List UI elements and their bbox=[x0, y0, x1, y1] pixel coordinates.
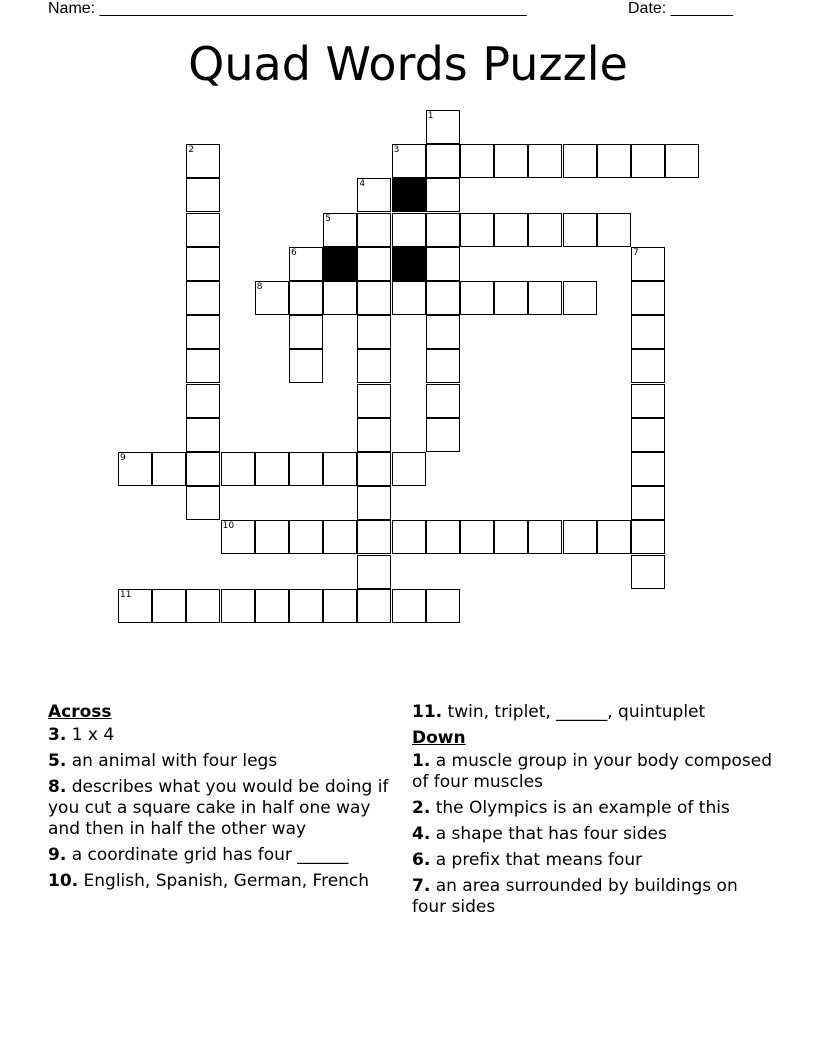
grid-cell[interactable] bbox=[289, 247, 323, 281]
down-clue bbox=[412, 798, 772, 819]
grid-cell[interactable] bbox=[255, 520, 289, 554]
grid-cell[interactable] bbox=[597, 520, 631, 554]
grid-cell[interactable] bbox=[186, 418, 220, 452]
grid-cell[interactable] bbox=[631, 144, 665, 178]
grid-cell[interactable] bbox=[665, 144, 699, 178]
clues-right-column bbox=[412, 702, 772, 923]
grid-cell[interactable] bbox=[357, 281, 391, 315]
grid-cell[interactable] bbox=[186, 247, 220, 281]
grid-cell[interactable] bbox=[357, 555, 391, 589]
grid-cell[interactable] bbox=[426, 213, 460, 247]
grid-cell[interactable] bbox=[152, 452, 186, 486]
grid-cell[interactable] bbox=[357, 315, 391, 349]
grid-cell[interactable] bbox=[357, 452, 391, 486]
grid-cell[interactable] bbox=[392, 144, 426, 178]
grid-cell[interactable] bbox=[426, 144, 460, 178]
clue-text: the Olympics is an example of this bbox=[435, 798, 730, 818]
grid-cell[interactable] bbox=[528, 520, 562, 554]
across-clue bbox=[48, 725, 400, 746]
cell-number: 3 bbox=[393, 145, 400, 156]
clue-number: 9. bbox=[48, 845, 67, 865]
down-clue bbox=[412, 751, 772, 793]
grid-cell[interactable] bbox=[323, 520, 357, 554]
cell-number: 6 bbox=[291, 247, 297, 258]
grid-cell[interactable] bbox=[597, 144, 631, 178]
cell-number: 4 bbox=[359, 179, 366, 190]
grid-cell[interactable] bbox=[460, 213, 494, 247]
cell-number: 9 bbox=[120, 453, 126, 463]
grid-cell[interactable] bbox=[426, 110, 460, 144]
clue-text: English, Spanish, German, French bbox=[83, 871, 370, 891]
grid-cell[interactable] bbox=[289, 281, 323, 315]
grid-cell[interactable] bbox=[255, 281, 289, 315]
clue-text: a muscle group in your body composed of four muscles bbox=[412, 751, 773, 792]
grid-cell[interactable] bbox=[323, 589, 357, 623]
cell-number: 1 bbox=[427, 111, 434, 121]
down-clue bbox=[412, 850, 772, 871]
grid-cell[interactable] bbox=[186, 315, 220, 349]
across-clue bbox=[412, 702, 772, 723]
black-cell bbox=[392, 247, 426, 281]
grid-cell[interactable] bbox=[631, 520, 665, 554]
grid-cell[interactable] bbox=[289, 349, 323, 383]
grid-cell[interactable] bbox=[392, 520, 426, 554]
grid-cell[interactable] bbox=[221, 520, 255, 554]
grid-cell[interactable] bbox=[631, 555, 665, 589]
grid-cell[interactable] bbox=[186, 486, 220, 520]
grid-cell[interactable] bbox=[563, 520, 597, 554]
clue-text: 1 x 4 bbox=[71, 725, 115, 745]
date-field-label[interactable]: Date: _______ bbox=[628, 0, 733, 17]
black-cell bbox=[392, 178, 426, 212]
clue-number: 3. bbox=[48, 725, 67, 745]
grid-cell[interactable] bbox=[357, 520, 391, 554]
clue-number: 1. bbox=[412, 751, 431, 771]
down-heading: Down bbox=[412, 728, 466, 748]
cell-number: 5 bbox=[325, 213, 331, 224]
grid-cell[interactable] bbox=[186, 349, 220, 383]
grid-cell[interactable] bbox=[392, 213, 426, 247]
grid-cell[interactable] bbox=[186, 144, 220, 178]
grid-cell[interactable] bbox=[528, 281, 562, 315]
grid-cell[interactable] bbox=[631, 486, 665, 520]
cell-number: 8 bbox=[256, 282, 263, 292]
grid-cell[interactable] bbox=[152, 589, 186, 623]
clue-text: twin, triplet, ______, quintuplet bbox=[447, 702, 706, 722]
grid-cell[interactable] bbox=[631, 247, 665, 281]
grid-cell[interactable] bbox=[528, 144, 562, 178]
grid-cell[interactable] bbox=[426, 520, 460, 554]
clue-text: an area surrounded by buildings on four sides bbox=[412, 876, 738, 917]
grid-cell[interactable] bbox=[357, 486, 391, 520]
grid-cell[interactable] bbox=[460, 520, 494, 554]
grid-cell[interactable] bbox=[221, 589, 255, 623]
cell-number: 7 bbox=[633, 247, 639, 258]
down-clue bbox=[412, 876, 772, 918]
grid-cell[interactable] bbox=[357, 384, 391, 418]
grid-cell[interactable] bbox=[426, 384, 460, 418]
grid-cell[interactable] bbox=[357, 178, 391, 212]
grid-cell[interactable] bbox=[289, 315, 323, 349]
grid-cell[interactable] bbox=[186, 213, 220, 247]
clue-text: an animal with four legs bbox=[71, 751, 278, 771]
clue-text: describes what you would be doing if you cut a square cake in half one way and then in half the other way bbox=[48, 777, 389, 839]
across-heading: Across bbox=[48, 702, 112, 722]
grid-cell[interactable] bbox=[118, 452, 152, 486]
grid-cell[interactable] bbox=[597, 213, 631, 247]
cell-number: 11 bbox=[120, 589, 132, 600]
grid-cell[interactable] bbox=[323, 281, 357, 315]
grid-cell[interactable] bbox=[426, 315, 460, 349]
grid-cell[interactable] bbox=[460, 281, 494, 315]
grid-cell[interactable] bbox=[563, 213, 597, 247]
clue-number: 10. bbox=[48, 871, 79, 891]
grid-cell[interactable] bbox=[255, 452, 289, 486]
clue-number: 2. bbox=[412, 798, 431, 818]
clue-number: 11. bbox=[412, 702, 443, 722]
clue-number: 4. bbox=[412, 824, 431, 844]
grid-cell[interactable] bbox=[426, 247, 460, 281]
across-clue bbox=[48, 845, 400, 866]
grid-cell[interactable] bbox=[494, 520, 528, 554]
grid-cell[interactable] bbox=[426, 281, 460, 315]
grid-cell[interactable] bbox=[118, 589, 152, 623]
grid-cell[interactable] bbox=[392, 452, 426, 486]
black-cell bbox=[323, 247, 357, 281]
across-clue bbox=[48, 777, 400, 840]
grid-cell[interactable] bbox=[357, 247, 391, 281]
grid-cell[interactable] bbox=[289, 589, 323, 623]
grid-cell[interactable] bbox=[563, 281, 597, 315]
grid-cell[interactable] bbox=[631, 384, 665, 418]
grid-cell[interactable] bbox=[631, 452, 665, 486]
grid-cell[interactable] bbox=[494, 213, 528, 247]
grid-cell[interactable] bbox=[392, 281, 426, 315]
cell-number: 2 bbox=[188, 145, 195, 156]
grid-cell[interactable] bbox=[255, 589, 289, 623]
grid-cell[interactable] bbox=[186, 281, 220, 315]
grid-cell[interactable] bbox=[494, 281, 528, 315]
across-clue bbox=[48, 751, 400, 772]
clue-text: a shape that has four sides bbox=[435, 824, 667, 844]
clue-number: 7. bbox=[412, 876, 431, 896]
grid-cell[interactable] bbox=[631, 281, 665, 315]
grid-cell[interactable] bbox=[563, 144, 597, 178]
grid-cell[interactable] bbox=[426, 589, 460, 623]
clue-text: a coordinate grid has four ______ bbox=[71, 845, 349, 865]
grid-cell[interactable] bbox=[426, 418, 460, 452]
page-title: Quad Words Puzzle bbox=[188, 37, 628, 91]
grid-cell[interactable] bbox=[631, 418, 665, 452]
grid-cell[interactable] bbox=[221, 452, 255, 486]
clue-number: 5. bbox=[48, 751, 67, 771]
down-clue bbox=[412, 824, 772, 845]
across-clue bbox=[48, 871, 400, 892]
cell-number: 10 bbox=[222, 521, 235, 532]
name-field-label[interactable]: Name: ________________________________________________ bbox=[48, 0, 527, 17]
grid-cell[interactable] bbox=[323, 452, 357, 486]
grid-cell[interactable] bbox=[631, 349, 665, 383]
grid-cell[interactable] bbox=[186, 384, 220, 418]
clue-number: 6. bbox=[412, 850, 431, 870]
clue-text: a prefix that means four bbox=[435, 850, 643, 870]
grid-cell[interactable] bbox=[392, 589, 426, 623]
grid-cell[interactable] bbox=[494, 144, 528, 178]
grid-cell[interactable] bbox=[357, 418, 391, 452]
grid-cell[interactable] bbox=[460, 144, 494, 178]
clue-number: 8. bbox=[48, 777, 67, 797]
grid-cell[interactable] bbox=[631, 315, 665, 349]
grid-cell[interactable] bbox=[426, 178, 460, 212]
grid-cell[interactable] bbox=[186, 589, 220, 623]
grid-cell[interactable] bbox=[426, 349, 460, 383]
clues-left-column bbox=[48, 702, 400, 897]
grid-cell[interactable] bbox=[289, 452, 323, 486]
grid-cell[interactable] bbox=[528, 213, 562, 247]
grid-cell[interactable] bbox=[357, 589, 391, 623]
grid-cell[interactable] bbox=[323, 213, 357, 247]
grid-cell[interactable] bbox=[357, 213, 391, 247]
grid-cell[interactable] bbox=[186, 452, 220, 486]
grid-cell[interactable] bbox=[357, 349, 391, 383]
grid-cell[interactable] bbox=[186, 178, 220, 212]
grid-cell[interactable] bbox=[289, 520, 323, 554]
